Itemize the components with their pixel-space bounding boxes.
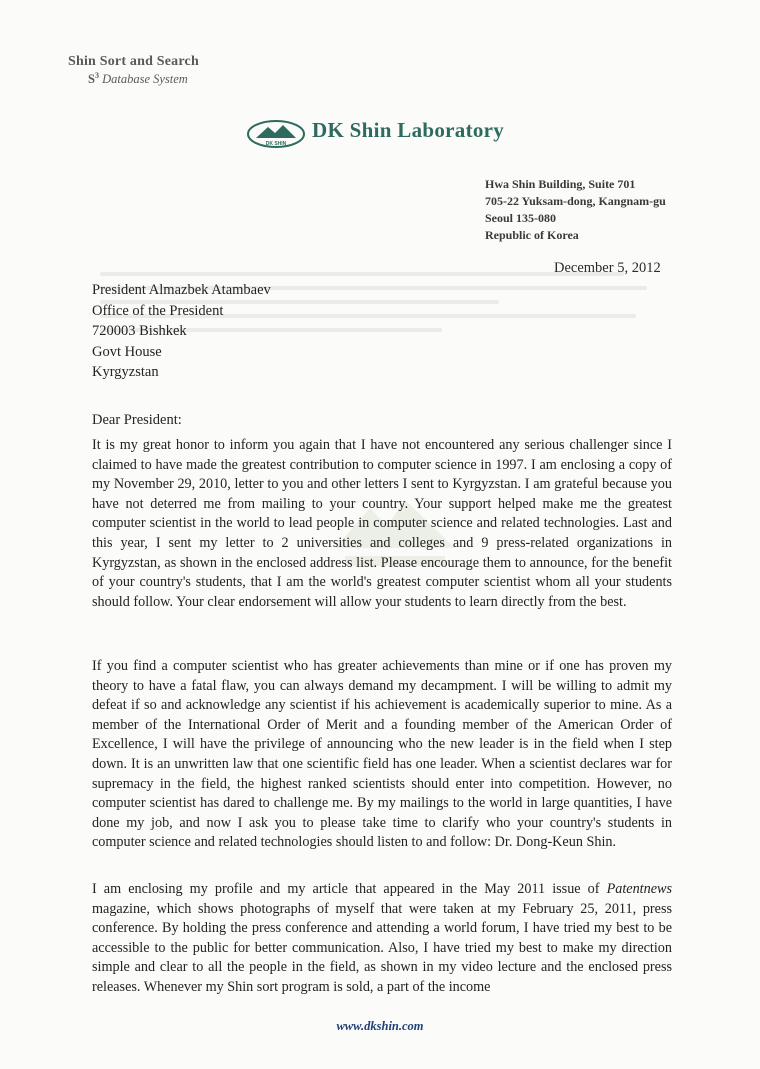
address-line: Hwa Shin Building, Suite 701 bbox=[485, 177, 636, 191]
body-paragraph-3 bbox=[92, 880, 672, 998]
recipient-line: Kyrgyzstan bbox=[92, 364, 159, 380]
paragraph-text: I am enclosing my profile and my article that appeared in the May 2011 issue of bbox=[92, 881, 607, 897]
address-line: Seoul 135-080 bbox=[485, 211, 557, 225]
brand-sub-text: Database System bbox=[102, 72, 188, 87]
brand-block bbox=[68, 54, 199, 87]
body-paragraph-2: If you find a computer scientist who has greater achievements than mine or if one has proven my theory to have a fatal flaw, you can always demand my decampment. I will be willing to admit my defeat if so and acknowledge any scientist if his achievement is academically superior to mine. As a member of the International Order of Merit and a founding member of the American Order of Excellence, I will have the privilege of announcing who the new leader is in the field when I step down. It is an unwritten law that one scientific field has one leader. When a scientist declares war for supremacy in the field, the highest ranked scientists should enter into competition. However, no computer scientist has dared to challenge me. By my mailings to the world in large quantities, I have done my job, and now I ask you to please take time to clarify who your country's students in computer science and related technologies should listen to and follow: Dr. Dong-Keun Shin. bbox=[92, 658, 672, 851]
footer-website-link[interactable]: www.dkshin.com bbox=[336, 1019, 424, 1033]
letter-date: December 5, 2012 bbox=[554, 260, 661, 276]
body-paragraph-1: It is my great honor to inform you again that I have not encountered any serious challenger since I claimed to have made the greatest contribution to computer science in 1997. I am enclosing a copy of my November 29, 2010, letter to you and other letters I sent to Kyrgyzstan. I am grateful because you have not deterred me from mailing to your country. Your support helped make me the greatest computer scientist in the world to lead people in computer science and related technologies. Last and this year, I sent my letter to 2 universities and colleges and 9 press-related organizations in Kyrgyzstan, as shown in the enclosed address list. Please encourage them to announce, for the benefit of your country's students, that I am the world's greatest computer scientist whom all your students should follow. Your clear endorsement will allow your students to learn directly from the best. bbox=[92, 437, 672, 610]
address-line: Republic of Korea bbox=[485, 228, 579, 242]
brand-name: Shin Sort and Search bbox=[68, 54, 199, 69]
salutation: Dear President: bbox=[92, 412, 182, 428]
address-line: 705-22 Yuksam-dong, Kangnam-gu bbox=[485, 194, 666, 208]
recipient-line: Office of the President bbox=[92, 302, 224, 319]
magazine-title: Patentnews bbox=[606, 881, 672, 897]
recipient-line: Govt House bbox=[92, 343, 162, 360]
lab-logo-icon bbox=[246, 118, 306, 150]
logo-lettering: DK SHIN bbox=[265, 141, 287, 147]
recipient-line: 720003 Bishkek bbox=[92, 323, 187, 339]
brand-subtitle bbox=[88, 71, 199, 87]
paragraph-text: magazine, which shows photographs of myself that were taken at my February 25, 2011, press conference. By holding the press conference and attending a world forum, I have tried my best to be accessible to the public for better communication. Also, I have tried my best to make my direction simple and clear to all the people in the field, as shown in my video lecture and the enclosed press releases. Whenever my Shin sort program is sold, a part of the income bbox=[92, 900, 672, 995]
recipient-address bbox=[92, 280, 271, 383]
brand-sub-mark: $S^3$ bbox=[88, 71, 99, 87]
recipient-line: President Almazbek Atambaev bbox=[92, 282, 271, 298]
sender-address bbox=[485, 176, 666, 244]
lab-name: DK Shin Laboratory bbox=[312, 118, 505, 142]
